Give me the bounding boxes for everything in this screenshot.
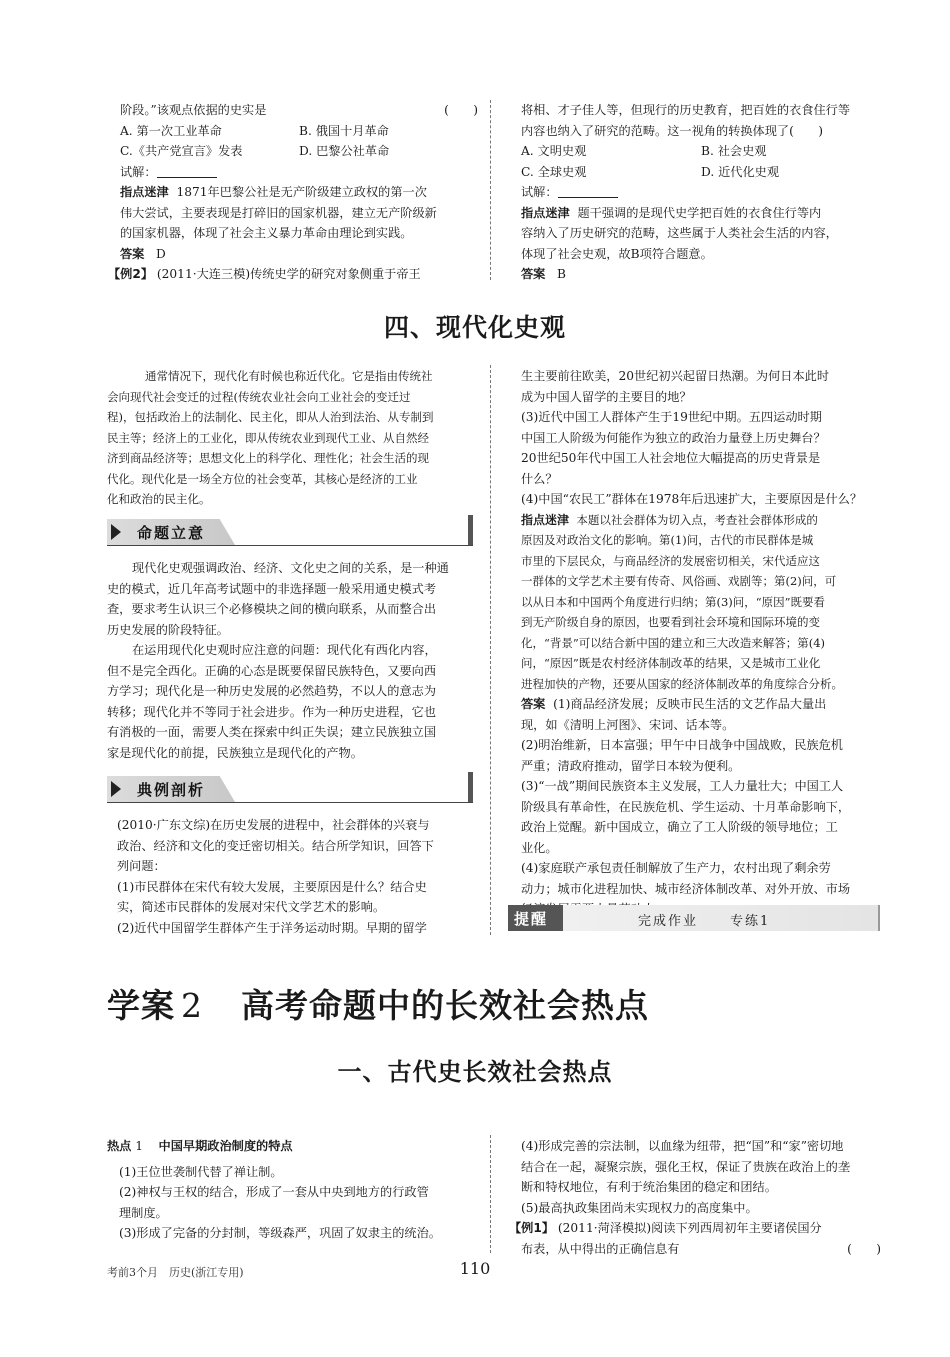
- hot-right-line: (5)最高执政集团尚未实现权力的高度集中。: [521, 1200, 758, 1215]
- hot-point-left-column: [107, 1136, 477, 1244]
- right-line-2: 内容也纳入了研究的范畴。这一视角的转换体现了( ): [521, 123, 824, 138]
- option-c: C. 全球史观: [521, 164, 587, 179]
- hot-right-line: 断和特权地位，有利于统治集团的稳定和团结。: [521, 1180, 777, 1194]
- para2-line: 方学习；现代化是一种历史发展的必然趋势，不以人的意志为: [107, 684, 437, 698]
- para2-line: 有消极的一面，需要人类在探索中纠正失误；建立民族独立国: [107, 725, 437, 739]
- para1-line: 历史发展的阶段特征。: [107, 622, 229, 637]
- try-label: 试解：: [120, 164, 157, 179]
- para2-line: 但不是完全西化。正确的心态是既要保留民族特色，又要向西: [107, 663, 437, 678]
- reminder-label: 提醒: [514, 910, 549, 928]
- options-row-1: [521, 141, 881, 162]
- answer-line: 现，如《清明上河图》、宋词、话本等。: [521, 717, 735, 732]
- para1-line: 查，要求考生认识三个必修模块之间的横向联系，从而整合出: [107, 602, 437, 616]
- hot-right-line: (4)形成完善的宗法制，以血缘为纽带，把“国”和“家”密切地: [521, 1139, 844, 1153]
- section-title: 四、现代化史观: [383, 313, 566, 342]
- section4-right-column: [521, 366, 881, 920]
- intro-line: 代化。现代化是一场全方位的社会变革，其核心是经济的工业: [107, 471, 418, 486]
- answer-line: 业化。: [521, 840, 558, 855]
- try-blank: [558, 184, 618, 198]
- lesson-number: 2: [181, 986, 203, 1025]
- question-line: 成为中国人留学的主要目的地？: [521, 389, 692, 404]
- reminder-text-practice: 专练1: [730, 914, 771, 929]
- tip-text-1: 1871年巴黎公社是无产阶级建立政权的第一次: [176, 185, 427, 199]
- option-b: B. 俄国十月革命: [299, 123, 389, 138]
- page-number: 110: [459, 1259, 491, 1278]
- tip-line: 本题以社会群体为切入点，考查社会群体形成的: [576, 512, 818, 527]
- banner-proposition: [107, 515, 473, 546]
- question-line: 什么？: [521, 471, 558, 486]
- triangle-icon: [111, 524, 121, 540]
- example-line: 列问题：: [117, 859, 166, 873]
- tip-line: 以从日本和中国两个角度进行归纳；第(3)问，“原因”既要看: [521, 594, 826, 609]
- tip-text-1: 题干强调的是现代史学把百姓的衣食住行等内: [577, 205, 822, 220]
- try-label: 试解：: [521, 185, 558, 199]
- answer-line: 政治上觉醒。新中国成立，确立了工人阶级的领导地位；工: [521, 820, 838, 834]
- column-divider-middle: [490, 365, 491, 935]
- hot-title: 中国早期政治制度的特点: [158, 1139, 293, 1153]
- example1-text-2: 布表，从中得出的正确信息有: [521, 1241, 680, 1256]
- hot-number: 1: [135, 1139, 144, 1153]
- tip-line: 化，“背景”可以结合新中国的建立和三大改造来解答；第(4): [521, 635, 826, 650]
- lesson-label: 学案: [107, 986, 175, 1025]
- para1-line: 史的模式，近几年高考试题中的非选择题一般采用通史模式考: [107, 581, 437, 596]
- example-line: 实，简述市民群体的发展对宋代文学艺术的影响。: [117, 900, 386, 914]
- tip-text-2: 容纳入了历史研究的范畴，这些属于人类社会生活的内容，: [521, 226, 838, 240]
- option-b: B. 社会史观: [701, 144, 767, 158]
- tip-text-2: 伟大尝试，主要表现是打碎旧的国家机器，建立无产阶级新: [120, 205, 437, 220]
- right-line-1: 将相、才子佳人等，但现行的历史教育，把百姓的衣食住行等: [521, 103, 851, 117]
- reminder-bar: [508, 905, 880, 931]
- hot-right-line: 结合在一起，凝聚宗族，强化王权，保证了贵族在政治上的垄: [521, 1159, 851, 1174]
- tip-label: 指点迷津: [521, 512, 570, 527]
- options-row-2: [521, 162, 881, 183]
- answer-value: B: [557, 267, 566, 281]
- tip-text-3: 体现了社会史观，故B项符合题意。: [521, 246, 713, 261]
- banner-example-analysis: [107, 772, 473, 803]
- option-a: A. 文明史观: [521, 144, 587, 158]
- section4-left-column: [107, 366, 473, 510]
- banner-bar: [468, 515, 473, 545]
- reminder-text-homework: 完成作业: [638, 914, 699, 929]
- column-divider-top: [490, 100, 491, 280]
- answer-line: (1)商品经济发展；反映市民生活的文艺作品大量出: [553, 697, 827, 711]
- option-a: A. 第一次工业革命: [120, 123, 222, 138]
- hot-point-right-column: [509, 1136, 881, 1259]
- tip-text-3: 的国家机器，体现了社会主义暴力革命由理论到实践。: [120, 226, 413, 240]
- option-d: D. 巴黎公社革命: [299, 144, 390, 158]
- para1-line: 现代化史观强调政治、经济、文化史之间的关系，是一种通: [132, 561, 449, 575]
- subsection-title: 一、古代史长效社会热点: [337, 1057, 613, 1086]
- question-line: 中国工人阶级为何能作为独立的政治力量登上历史舞台？: [521, 430, 826, 445]
- top-right-column: [521, 100, 881, 285]
- example2-label: 【例2】: [108, 267, 154, 281]
- tip-line: 问，“原因”既是农村经济体制改革的结果，又是城市工业化: [521, 656, 821, 670]
- column-divider-bottom: [490, 1135, 491, 1253]
- tip-line: 市里的下层民众，与商品经济的发展密切相关，宋代适应这: [521, 553, 820, 568]
- answer-line: 严重；清政府推动，留学日本较为便利。: [521, 758, 741, 773]
- example-line: (1)市民群体在宋代有较大发展，主要原因是什么？结合史: [117, 879, 427, 894]
- example1-label: 【例1】: [509, 1221, 555, 1235]
- intro-paragraph: [107, 366, 473, 510]
- answer-label: 答案: [521, 697, 546, 711]
- answer-line: 动力；城市化进程加快、城市经济体制改革、对外开放、市场: [521, 881, 851, 896]
- question-line: (4)中国“农民工”群体在1978年后迅速扩大，主要原因是什么？: [521, 492, 863, 506]
- intro-line: 济到商品经济等；思想文化上的科学化、理性化；社会生活的现: [107, 451, 429, 465]
- intro-line: 通常情况下，现代化有时候也称近代化。它是指由传统社: [145, 369, 433, 383]
- intro-line: 会向现代社会变迁的过程(传统农业社会向工业社会的变迁过: [107, 389, 411, 404]
- option-d: D. 近代化史观: [701, 164, 780, 179]
- intro-line: 化和政治的民主化。: [107, 492, 211, 506]
- question-line: 20世纪50年代中国工人社会地位大幅提高的历史背景是: [521, 451, 821, 465]
- triangle-icon: [111, 781, 121, 797]
- hot-left-line: (1)王位世袭制代替了禅让制。: [119, 1164, 283, 1179]
- banner-bar: [468, 772, 473, 802]
- example-line: (2)近代中国留学生群体产生于洋务运动时期。早期的留学: [117, 920, 427, 935]
- intro-line: 民主等；经济上的工业化，即从传统农业到现代工业、从自然经: [107, 430, 429, 445]
- example1-text: (2011·菏泽模拟)阅读下列西周初年主要诸侯国分: [557, 1221, 822, 1235]
- footer-book-title: 考前3个月 历史(浙江专用): [107, 1266, 244, 1279]
- answer-line: (4)家庭联产承包责任制解放了生产力，农村出现了剩余劳: [521, 861, 831, 875]
- answer-label: 答案: [521, 267, 546, 281]
- answer-paren: ( ): [847, 1241, 881, 1256]
- tip-line: 到无产阶级自身的原因，也要看到社会环境和国际环境的变: [521, 615, 820, 629]
- question-text: 阶段。”该观点依据的史实是: [120, 103, 267, 117]
- para2-line: 在运用现代化史观时应注意的问题：现代化有西化内容，: [132, 643, 437, 657]
- lesson-heading: 高考命题中的长效社会热点: [241, 986, 649, 1025]
- top-left-column: [108, 100, 478, 285]
- example-line: 政治、经济和文化的变迁密切相关。结合所学知识，回答下: [117, 838, 434, 853]
- question-line: (3)近代中国工人群体产生于19世纪中期。五四运动时期: [521, 410, 822, 424]
- tip-label: 指点迷津: [120, 185, 169, 199]
- hot-left-line: (3)形成了完备的分封制，等级森严，巩固了奴隶主的统治。: [119, 1226, 441, 1240]
- tip-line: 进程加快的产物，还要从国家的经济体制改革的角度综合分析。: [521, 676, 843, 691]
- answer-line: 阶级具有革命性，在民族危机、学生运动、十月革命影响下，: [521, 799, 851, 814]
- intro-line: 程)，包括政治上的法制化、民主化，即从人治到法治、从专制到: [107, 410, 434, 424]
- example-line: (2010·广东文综)在历史发展的进程中，社会群体的兴衰与: [117, 818, 430, 832]
- tip-line: 原因及对政治文化的影响。第(1)问，古代的市民群体是城: [521, 533, 814, 547]
- answer-paren: ( ): [444, 103, 478, 117]
- tip-line: 一群体的文学艺术主要有传奇、风俗画、戏剧等；第(2)问，可: [521, 574, 837, 588]
- example2-text: (2011·大连三模)传统史学的研究对象侧重于帝王: [156, 267, 421, 281]
- answer-line: (2)明治维新，日本富强；甲午中日战争中国战败，民族危机: [521, 738, 843, 752]
- hot-label: 热点: [107, 1139, 132, 1153]
- try-blank: [157, 164, 217, 178]
- banner-label: 命题立意: [137, 524, 206, 542]
- option-c: C.《共产党宣言》发表: [120, 144, 243, 158]
- answer-value: D: [156, 246, 166, 261]
- options-row-1: [120, 121, 478, 142]
- hot-left-line: (2)神权与王权的结合，形成了一套从中央到地方的行政管: [119, 1185, 429, 1199]
- banner-label: 典例剖析: [137, 781, 206, 799]
- para2-line: 家是现代化的前提，民族独立是现代化的产物。: [107, 745, 363, 760]
- para2-line: 转移；现代化并不等同于社会进步。作为一种历史进程，它也: [107, 704, 437, 719]
- hot-left-line: 理制度。: [119, 1205, 168, 1220]
- answer-label: 答案: [120, 246, 145, 261]
- example-question: [117, 815, 477, 938]
- options-row-2: [120, 141, 478, 162]
- lesson-title: [107, 980, 649, 1027]
- reminder-tab: [508, 905, 563, 931]
- answer-line: (3)“一战”期间民族资本主义发展，工人力量壮大；中国工人: [521, 779, 844, 793]
- tip-label: 指点迷津: [521, 205, 570, 220]
- question-line: 生主要前往欧美，20世纪初兴起留日热潮。为何日本此时: [521, 369, 830, 383]
- proposition-text: [107, 558, 473, 763]
